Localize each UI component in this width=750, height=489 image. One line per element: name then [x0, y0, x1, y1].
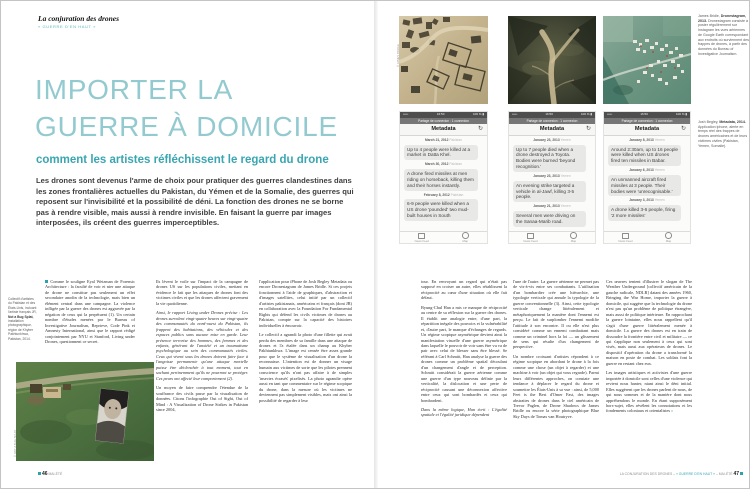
article-title: [35, 71, 338, 145]
page-number: 46: [41, 471, 48, 477]
map-globe-icon: [665, 232, 672, 239]
artist-name: Josh Begley,: [698, 120, 720, 124]
strike-message-bubble: An evening strike targeted a vehicle in al-Jawf, killing 3-5 people.: [513, 181, 586, 203]
map-globe-icon: [462, 232, 469, 239]
body-column-4: [421, 279, 507, 422]
app-title: Metadata: [431, 125, 456, 132]
issue-label: MAI-ÉTÉ: [48, 472, 63, 476]
body-paragraph: tour. En renvoyant un regard qui n'était pas supposé en croiser un autre, elles rétablissent la réciprocité au cœur d'une situation où elle fait défaut.: [421, 279, 507, 301]
body-paragraph: Un nombre croissant d'artistes répondent à ce régime scopique en abordant le drone à la fois comme une chose (un objet à regarder) et une machine à voir (un objet qui vous regarde). Parmi leurs différentes approches, on constate une tendance à déplacer le regard du drone et soumettre les États-Unis à sa vue : ainsi, de 5,000 Feet is the Best d'Omer Fast, des images abstraites de drones dans le ciel américain de Trevor Paglen, de Drone Shadows de James Bridle ou encore la série photographique Blue Sky Days de Tomas van Houtryve.: [513, 353, 599, 419]
signal-dots-icon: •••••: [607, 112, 613, 116]
tab-map: [552, 232, 595, 243]
phone-nav-bar: [604, 124, 690, 136]
strike-message-bubble: Around 2:30am, up to 16 people were killed when US drones fired ten missiles in Babar.: [608, 145, 681, 167]
strike-date: January 23, 2013: [533, 138, 560, 142]
continuation-arrow: ›: [671, 408, 673, 415]
strike-feed: [604, 136, 690, 232]
body-paragraph: Comme le souligne Eyal Weizman de Forensic Architecture : la faculté de voir et nier une attaque de drone ne constitue pas seulement un effet secondaire anodin de la technologie, mais bien un élément central dans une campagne. La violence infligée par la guerre des drones est aggravée par la négation de ceux qui la perpétuent (1). Un certain nombre d'études menées par le Bureau of Investigative Journalism, Reprieve, Code Pink et Amnesty International, ainsi que le rapport rédigé conjointement par NYU et Stanford, Living under Drones, questionnent ce secret.: [45, 279, 135, 344]
tab-news-feed: [400, 232, 444, 243]
app-title: Metadata: [634, 125, 660, 132]
feed-entry-header: [400, 193, 487, 199]
strike-location: Pakistan: [449, 138, 463, 142]
tab-label: News Feed: [523, 238, 538, 243]
news-feed-icon: [622, 233, 629, 239]
refresh-icon: ↻: [585, 125, 591, 132]
tab-map: [444, 232, 488, 243]
body-paragraph: l'une de l'autre. La guerre aérienne ne permet pas de vis-à-vis entre ses combattants. L'utilisation d'un bombardier crée une hiérarchie, une typologie verticale qui annule la typologie de la guerre conventionnelle (3). Ainsi, cette typologie verticale change littéralement et métaphoriquement la manière dont l'ennemi est perçu. Le fait de surplomber l'ennemi modifie l'attitude à son encontre. Il ou elle n'est plus considéré comme un ennemi combattant mais comme un criminel hors la loi — un glissement de sens qui résulte d'un changement de perspective.: [513, 279, 599, 350]
body-paragraph-quote: Ainsi, le rapport Living under Drones précise : Les drones survolent vingt-quatre heures sur vingt-quatre des communautés du nord-ouest du Pakistan, ils frappent des habitations, des véhicules et des espaces publics sans aucune mise en garde. Leur présence terrorise des hommes, des femmes et des enfants, générant de l'anxiété et un traumatisme psychologique au sein des communautés civiles. Ceux qui vivent sous les drones doivent faire face à l'angoisse permanente qu'une attaque mortelle puisse être déclenchée à tout moment, tout en sachant pertinemment qu'ils ne pourront se protéger. Ces peurs ont affecté leur comportement (2).: [156, 310, 248, 381]
feed-entry-header: [509, 138, 595, 144]
strike-message-bubble: A drone fired missiles at men riding on horseback, killing them and their horses instantly.: [404, 169, 478, 191]
caption-text: Dronestagram consiste à poster régulièrement sur Instagram les vues aériennes de Google Earth correspondant aux endroits où surviennent des frappes de drones, à partir des données du Bureau of Investigative Journalism.: [698, 18, 749, 56]
feed-entry-header: [509, 174, 595, 180]
strike-date: January 23, 2013: [533, 174, 560, 179]
artwork-caption-metadata: [698, 120, 749, 148]
body-column-5: [513, 279, 599, 423]
status-time: 16:50: [436, 112, 445, 116]
lead-paragraph: Les drones sont devenus l'arme de choix pour pratiquer des guerres clandestines dans les zones frontalières actuelles du Pakistan, du Yémen et de la Somalie, des guerres qui reposent sur l'invisibilité et la possibilité de déni. La fonction des drones ne se borne pas à rendre visible, mais aussi à rendre invisible. En faisant la guerre par images interposées, ils créent des guerres imperceptibles.: [36, 176, 354, 228]
dronestagram-photo-3: [603, 16, 691, 104]
refresh-icon: ↻: [477, 125, 483, 132]
body-paragraph: l'application pour iPhone de Josh Begley Metadata ou encore Dronestagram de James Bridle. Si ces projets fonctionnent à l'aide de graphiques, d'abstraction et d'images satellites, celui initié par un collectif d'artistes pakistanais, américains et français (dont JR) en collaboration avec la Foundation For Fundamental Rights qui défend les civils victimes de drones au Pakistan, compte sur la capacité des histoires individuelles à émouvoir.: [259, 279, 352, 328]
body-paragraph: Le collectif a agrandi la photo d'une fillette qui avait perdu des membres de sa famille dans une attaque de drones et l'a étalée dans un champ au Khyber Pakhtunkhwa. L'image est censée être assez grande pour que le système de visualisation d'un drone la reconnaisse. L'intention est de donner un visage humain aux victimes de sorte que les pilotes prennent conscience qu'ils n'ont pas affaire à de simples 'insectes écrasés' pixelisés. La photo agrandie opère aussi en tant que commentaire sur le régime scopique du drone, dans la mesure où les victimes ne deviennent pas simplement visibles, mais ont ainsi la possibilité de regarder à leur: [259, 332, 352, 403]
status-time: 16:50: [545, 112, 553, 116]
feed-entry-header: [604, 198, 690, 204]
phone-nav-bar: [509, 124, 595, 136]
strike-date: January 8, 2013: [629, 138, 654, 142]
article-title-line2: GUERRE À DOMICILE: [35, 111, 338, 142]
paragraph-bullet-square: [45, 280, 48, 283]
page-number: 47: [733, 471, 740, 477]
footer-article-title: LA CONJURATION DES DRONES –: [619, 472, 676, 476]
body-paragraph: [606, 370, 692, 415]
tab-map: [647, 232, 690, 243]
refresh-icon: ↻: [680, 125, 686, 132]
satellite-valley-illustration: [508, 16, 596, 104]
body-paragraph-text: Les images artistiques et activistes d'une guerre importée à domicile sont celles d'une violence qui revient nous hanter, niant ainsi le déni initial. Elles suggèrent que les drones parlent de nous, de qui nous sommes et de la manière dont nous appréhendons le monde. En étant supposément hors-sujet, elles révèlent les connotations et les fondements coloniaux et orientalistes: [606, 370, 692, 414]
body-paragraph: Un moyen de faire comprendre l'étendue de la souffrance des civils passe par la visualisation de données. Citons l'infographie Out of Sight, Out of Mind : A Visualization of Drone Strikes in Pakistan since 2004,: [156, 385, 248, 412]
body-paragraph: Byung-Chul Han a mis ce manque de réciprocité au centre de sa réflexion sur la guerre des drones. Il établit une analogie entre, d'une part, la répartition inégale des pouvoirs et la vulnérabilité et, d'autre part, le manque d'échanges de regards. Un régime scopique asymétrique devient ainsi la manifestation visuelle d'une guerre asymétrique dans laquelle le pouvoir de voir sans être vu va de pair avec celui de blesser sans être blessé. Se référant à Carl Schmitt, Han analyse la guerre des drones comme un problème spatial découlant d'un changement d'angle et de perception. Schmitt considérait la guerre aérienne comme une guerre d'un type nouveau définie par la verticalité, la dislocation et une perte de réciprocité causant une déconnexion affective entre ceux qui sont bombardés et ceux qui bombardent.: [421, 304, 507, 403]
feed-entry-header: [400, 138, 487, 144]
battery-icon: 100 % ▮: [473, 112, 484, 116]
strike-location: Yemen: [560, 174, 571, 179]
strike-location: Yemen: [654, 168, 665, 173]
tab-news-feed: [509, 232, 552, 243]
tab-label: News Feed: [618, 238, 633, 243]
tab-label: News Feed: [414, 238, 429, 243]
strike-location: Yemen: [560, 204, 571, 209]
battery-icon: 100 % ▮: [581, 112, 592, 116]
feed-entry-header: [509, 204, 595, 210]
strike-date: March 21, 2012: [424, 138, 449, 142]
not-a-bug-splat-photo: [16, 362, 154, 461]
page-fold-divider: [374, 1, 378, 489]
aerial-field-illustration: [16, 362, 154, 461]
satellite-village-illustration: [399, 16, 488, 104]
news-feed-icon: [527, 233, 534, 239]
feed-entry-header: [604, 138, 690, 144]
phone-nav-bar: [400, 124, 487, 136]
artwork-title: Metadata, 2014.: [719, 120, 746, 124]
dronestagram-photo-2: [508, 16, 596, 104]
artist-name: James Bridle,: [698, 14, 721, 18]
strike-feed: [400, 136, 487, 232]
strike-location: Yemen: [560, 138, 571, 142]
status-time: 16:50: [640, 112, 648, 116]
phone-tab-bar: [604, 231, 690, 243]
signal-dots-icon: •••••: [512, 112, 518, 116]
hotspot-banner: Partage de connexion : 1 connexion: [509, 118, 595, 124]
feed-entry-header: [604, 168, 690, 174]
strike-message-bubble: Several men were driving on the Sanaa-Marib road.: [513, 211, 586, 227]
signal-dots-icon: •••••: [403, 112, 409, 116]
strike-message-bubble: Up to 7 people died when a drone destroyed a Toyota. Bodies were burned 'beyond recognition.': [513, 145, 586, 173]
photo-credit-vertical: © JAMES BRIDLE: [396, 43, 400, 67]
strike-location: Yemen: [654, 138, 665, 142]
caption-text: Application iphone, alerte en temps réel des frappes de drones américaines et de leurs victimes civiles (Pakistan, Yemen, Somalie).: [698, 124, 748, 148]
strike-message-bubble: A drone killed 3-6 people, firing '2 more missiles': [608, 205, 681, 221]
artwork-title: Dronestagram, 2013.: [698, 14, 747, 23]
strike-location: Pakistan: [449, 162, 463, 167]
metadata-app-screenshot-1: [399, 111, 488, 244]
article-title-line1: IMPORTER LA: [35, 74, 234, 105]
strike-date: March 30, 2012: [424, 162, 449, 167]
hotspot-banner: Partage de connexion : 1 connexion: [604, 118, 690, 124]
strike-date: February 8, 2012: [423, 192, 450, 197]
tab-label: Map: [462, 238, 468, 243]
body-paragraph-quote: Dans la même logique, Han écrit : L'égalité spatiale et l'égalité juridique dépendent: [421, 406, 507, 418]
strike-date: January 21, 2013: [533, 204, 560, 209]
strike-location: Yemen: [654, 198, 665, 203]
dronestagram-photo-1: [399, 16, 488, 104]
caption-text: Collectif d'artistes du Pakistan et des États-Unis, incluant l'artiste français JR,: [8, 297, 37, 315]
strike-message-bubble: An unmanned aircraft fired missiles at 3 people. Their bodies were 'unrecognisable.': [608, 175, 681, 197]
app-title: Metadata: [539, 125, 565, 132]
article-subtitle: comment les artistes réfléchissent le regard du drone: [36, 154, 329, 166]
page-left: [1, 1, 376, 489]
artwork-caption: [8, 297, 38, 341]
section-kicker-sub: « GUERRE D'EN HAUT »: [38, 24, 97, 29]
footer-square: [38, 472, 41, 475]
tab-news-feed: [604, 232, 647, 243]
caption-text: installation photographique, région de Khyber Pakhtunkhwa, Pakistan, 2014.: [8, 319, 34, 341]
footer-left: [38, 471, 62, 477]
phone-tab-bar: [509, 231, 595, 243]
footer-square: [740, 472, 743, 475]
artwork-title: Not a Bug Splat,: [8, 314, 34, 319]
section-kicker: La conjuration des drones: [38, 14, 120, 23]
metadata-app-screenshot-2: [508, 111, 596, 244]
body-column-6: [606, 279, 692, 419]
phone-tab-bar: [400, 231, 487, 243]
body-column-3: [259, 279, 352, 407]
body-column-2: [156, 279, 248, 416]
photo-credit-vertical: © NOT A BUG SPLAT: [13, 429, 17, 457]
footer-section: « GUERRE D'EN HAUT »: [675, 472, 716, 476]
strike-feed: [509, 136, 595, 232]
satellite-town-illustration: [603, 16, 691, 104]
tab-label: Map: [570, 238, 577, 243]
map-globe-icon: [570, 232, 577, 239]
footer-issue: – MAI-ÉTÉ: [715, 472, 734, 476]
strike-message-bubble: Up to 4 people were killed at a market in Datta Khel.: [404, 145, 478, 161]
body-paragraph: Ils lèvent le voile sur l'impact de la campagne de drones US sur les populations civiles, mettant en évidence le fait que les attaques de drones font des victimes civiles et que les drones affectent gravement la vie quotidienne.: [156, 279, 248, 306]
strike-date: January 3, 2013: [629, 198, 654, 203]
news-feed-icon: [418, 233, 425, 239]
body-paragraph: Ces œuvres tentent d'illustrer le slogan de The Weather Underground [collectif américain de la gauche radicale, NDLR] datant des années 1960, Bringing the War Home, importer la guerre à domicile, qui suggère que la technologie du drone n'est pas qu'un problème de politique étrangère, mais aussi de politique intérieure. En rapprochant la guerre lointaine, elles nous rappellent qu'il s'agit d'une guerre littéralement menée à domicile. La guerre des drones est en train de dissoudre la frontière entre civil et militaire — ce qui s'applique non seulement à ceux qui sont visés, mais aussi aux opérateurs de drones. Le dispositif d'opération du drone a transformé la maison en poste de combat. Les soldats font la guerre en restant chez eux.: [606, 279, 692, 366]
strike-message-bubble: 6-9 people were killed when a US drone 'pounded' two mud-built houses in South: [404, 199, 478, 221]
page-right: [376, 1, 750, 489]
strike-date: January 6, 2013: [629, 168, 654, 173]
artwork-caption-dronestagram: [698, 14, 749, 56]
feed-entry-header: [400, 162, 487, 168]
body-column-1: [45, 279, 135, 348]
tab-label: Map: [665, 238, 672, 243]
strike-location: Pakistan: [450, 192, 464, 197]
metadata-app-screenshot-3: [603, 111, 691, 244]
battery-icon: 100 % ▮: [676, 112, 687, 116]
footer-right: [620, 471, 743, 477]
hotspot-banner: Partage de connexion : 1 connexion: [400, 118, 487, 124]
